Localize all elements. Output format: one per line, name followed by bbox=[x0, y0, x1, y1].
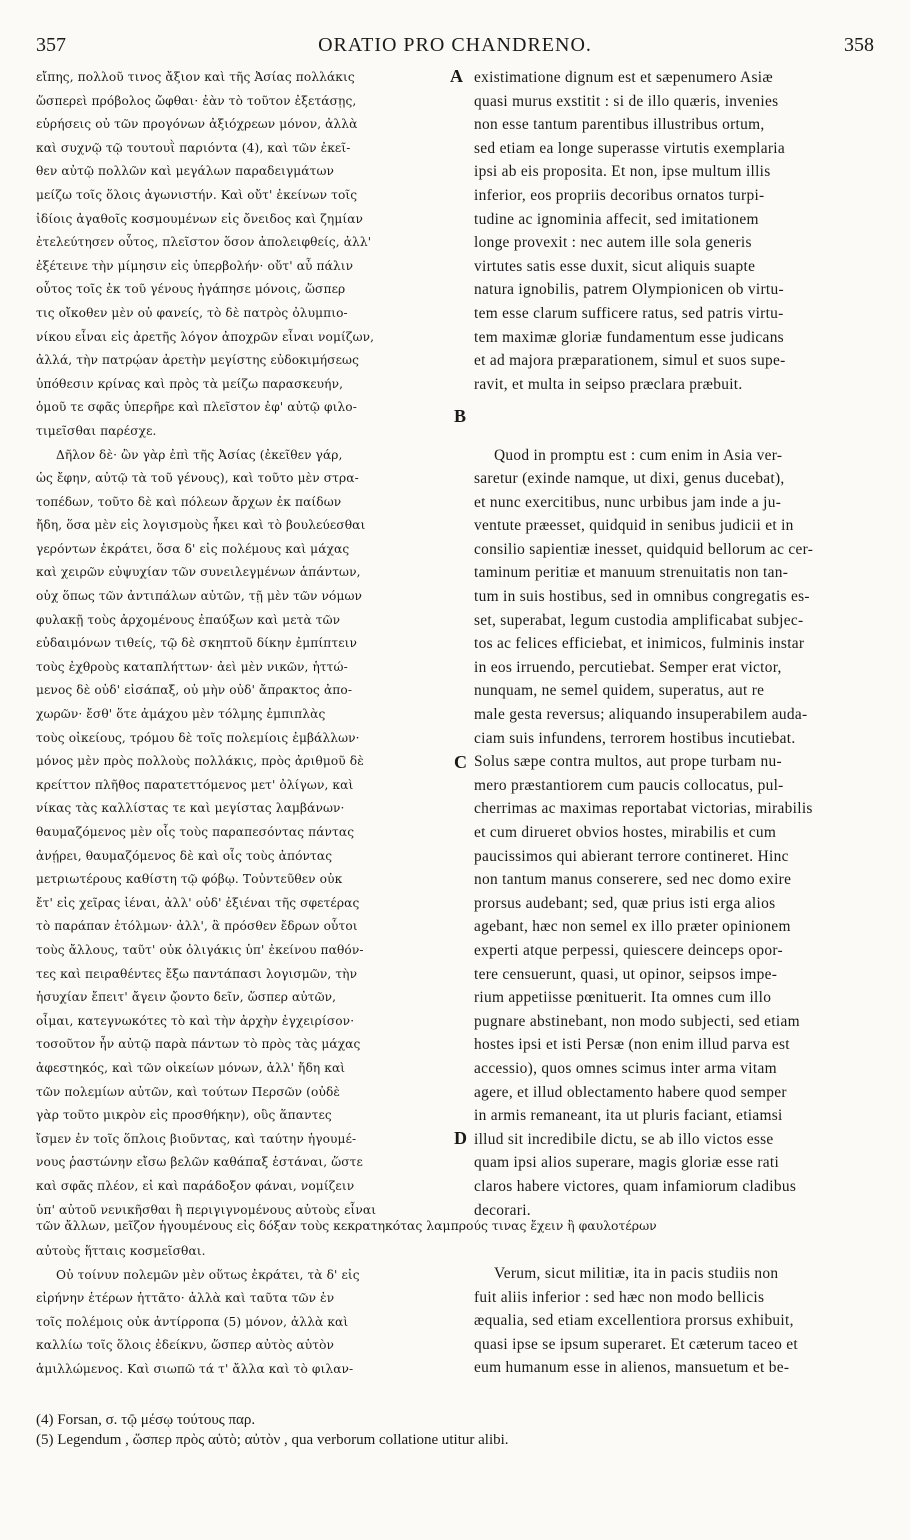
greek-line: εὐδαιμόνων τιθείς, τῷ δὲ σκηπτοῦ δίκην ἐμπίπτειν bbox=[36, 636, 358, 651]
latin-line: fuit aliis inferior : sed hæc non modo bellicis bbox=[474, 1288, 765, 1306]
greek-line: μόνος μὲν πρὸς πολλοὺς πολλάκις, πρὸς ἀριθμοῦ δὲ bbox=[36, 754, 364, 769]
greek-full-width-line bbox=[36, 1214, 876, 1238]
latin-line: tem esse clarum sufficere ratus, sed patris virtu- bbox=[474, 304, 784, 322]
latin-line: non esse tantum parentibus illustribus ortum, bbox=[474, 116, 765, 134]
latin-line: accessio), quos omnes scimus inter arma vitam bbox=[474, 1059, 777, 1077]
margin-marker-c: C bbox=[454, 752, 467, 772]
greek-line: τις οἴκοθεν μὲν οὐ φανείς, τὸ δὲ πατρὸς ὀλυμπιο- bbox=[36, 305, 348, 320]
greek-line: τὸ παράπαν ἐτόλμων· ἀλλ', ἃ πρόσθεν ἔδρων οὗτοι bbox=[36, 919, 358, 934]
greek-line: ἰδίοις ἀγαθοῖς κοσμουμένων εἰς ὄνειδος καὶ ζημίαν bbox=[36, 211, 364, 226]
latin-line: eum humanum esse in alienos, mansuetum et be- bbox=[474, 1359, 790, 1377]
latin-line: experti atque perpessi, quiescere deinceps opor- bbox=[474, 941, 783, 959]
latin-line: illud sit incredibile dictu, se ab illo victos esse bbox=[474, 1130, 774, 1148]
greek-line: νους ῥαστώνην εἴσω βελῶν καθάπαξ ἑστάναι, ὥστε bbox=[36, 1155, 363, 1170]
margin-marker-b: B bbox=[454, 406, 467, 426]
greek-line: τῶν ἄλλων, μεῖζον ἡγουμένους εἰς δόξαν τοὺς κεκρατηκότας λαμπρούς τινας ἔχειν ἢ φαυλοτέρων bbox=[36, 1218, 657, 1233]
latin-line: quasi murus exstitit : si de illo quæris, invenies bbox=[474, 92, 779, 110]
greek-line: ὥσπερεὶ πρόβολος ὤφθαι· ἐὰν τὸ τοῦτον ἐξετάσῃς, bbox=[36, 93, 357, 108]
greek-line: χωρῶν· ἔσθ' ὅτε ἀμάχου μὲν τόλμης ἐμπιπλὰς bbox=[36, 707, 326, 722]
latin-line: natura ignobilis, patrem Olympionicen ob virtu- bbox=[474, 281, 784, 299]
latin-line: agebant, hæc non semel ex illo præter opinionem bbox=[474, 918, 791, 936]
greek-line: καὶ χειρῶν εὐψυχίαν τῶν συνειλεγμένων ἁπάντων, bbox=[36, 565, 361, 580]
margin-marker-a: A bbox=[450, 66, 463, 86]
latin-line: tos ac felices efficiebat, et inimicos, fulminis instar bbox=[474, 635, 805, 653]
greek-line: ὑπόθεσιν κρίνας καὶ πρὸς τὰ μείζω παρασκευήν, bbox=[36, 376, 344, 391]
greek-line: ὁμοῦ τε σφᾶς ὑπερῆρε καὶ πλεῖστον ἐφ' αὐτῷ φιλο- bbox=[36, 400, 357, 415]
latin-line: tem maximæ gloriæ fundamentum esse judicans bbox=[474, 328, 784, 346]
latin-line: claros habere victores, quam infamiorum cladibus bbox=[474, 1177, 797, 1195]
latin-line: prorsus audebant; sed, quæ prius isti erga alios bbox=[474, 894, 776, 912]
greek-line: ἡσυχίαν ἔπειτ' ἄγειν ᾤοντο δεῖν, ὥσπερ αὐτῶν, bbox=[36, 990, 337, 1005]
greek-line: κρείττον πλῆθος παρατεττόμενος μετ' ὀλίγων, καὶ bbox=[36, 777, 354, 792]
greek-line: οὐχ ὅπως τῶν ἀντιπάλων αὐτῶν, τῇ μὲν τῶν νόμων bbox=[36, 589, 363, 604]
latin-line: rium appetiisse pœnituerit. Ita omnes cum illo bbox=[474, 989, 772, 1007]
greek-line: τιμεῖσθαι παρέσχε. bbox=[36, 423, 157, 438]
greek-line: τοπέδων, τοῦτο δὲ καὶ πόλεων ἄρχων ἐκ παίδων bbox=[36, 494, 342, 509]
greek-line: τοὺς οἰκείους, τρόμου δὲ τοῖς πολεμίοις ἐμβάλλων· bbox=[36, 730, 360, 745]
latin-line: hostes ipsi et isti Persæ (non enim illud parva est bbox=[474, 1036, 790, 1054]
latin-line: longe provexit : nec autem ille sola generis bbox=[474, 234, 752, 252]
greek-line: εὑρήσεις οὐ τῶν προγόνων ἀξιόχρεων μόνον, ἀλλὰ bbox=[36, 117, 358, 132]
latin-line: cherrimas ac maximas reportabat victorias, mirabilis bbox=[474, 800, 813, 818]
latin-line: Quod in promptu est : cum enim in Asia ver- bbox=[494, 446, 783, 464]
greek-line: ἔτ' εἰς χεῖρας ἰέναι, ἀλλ' οὐδ' ἐξιέναι τῆς σφετέρας bbox=[36, 895, 360, 910]
page-header bbox=[36, 34, 874, 62]
page-number-right: 358 bbox=[844, 34, 874, 56]
latin-line: quam ipsi alios superare, magis gloriæ esse rati bbox=[474, 1154, 780, 1172]
latin-line: saretur (exinde namque, ut dixi, genus ducebat), bbox=[474, 470, 785, 488]
latin-line: ciam suis infundens, terrorem hostibus incutiebat. bbox=[474, 729, 796, 747]
greek-line: νίκου εἶναι εἰς ἀρετῆς λόγον ἀποχρῶν εἶναι νομίζων, bbox=[36, 329, 375, 344]
latin-line: non tantum manus conserere, sed nec domo exire bbox=[474, 871, 792, 889]
latin-line: virtutes satis esse duxit, sicut aliquis suapte bbox=[474, 257, 756, 275]
greek-line: τοὺς ἐχθροὺς καταπλήττων· ἀεὶ μὲν νικῶν, ἡττώ- bbox=[36, 659, 348, 674]
latin-line: nunquam, ne semel quidem, superatus, aut re bbox=[474, 682, 765, 700]
greek-line: μείζω τοῖς ὅλοις ἀγωνιστήν. Καὶ οὔτ' ἐκείνων τοῖς bbox=[36, 187, 358, 202]
page-number-left: 357 bbox=[36, 34, 66, 56]
latin-line: consilio sapientiæ inesset, quidquid bellorum ac cer- bbox=[474, 540, 814, 558]
latin-line: decorari. bbox=[474, 1201, 531, 1219]
latin-line: ipsi ab eis proposita. Et non, ipse multum illis bbox=[474, 163, 771, 181]
greek-line: φυλακῇ τοὺς ἀρχομένους ἐπαύξων καὶ μετὰ τῶν bbox=[36, 612, 341, 627]
running-title: ORATIO PRO CHANDRENO. bbox=[318, 34, 592, 56]
greek-line: τοσοῦτον ἦν αὐτῷ παρὰ πάντων τὸ πρὸς τὰς μάχας bbox=[36, 1037, 361, 1052]
latin-line: æqualia, sed etiam excellentiora prorsus exhibuit, bbox=[474, 1312, 794, 1330]
latin-line: et ad majora præparationem, simul et suos supe- bbox=[474, 352, 786, 370]
greek-line: Οὐ τοίνυν πολεμῶν μὲν οὕτως ἐκράτει, τὰ δ' εἰς bbox=[56, 1267, 360, 1282]
latin-line: in armis remaneant, ita ut pluris faciant, etiamsi bbox=[474, 1107, 783, 1125]
greek-line: μετριωτέρους καθίστη τῷ φόβῳ. Τοὐντεῦθεν οὐκ bbox=[36, 872, 343, 887]
greek-line: τῶν πολεμίων αὐτῶν, καὶ τούτων Περσῶν (οὐδὲ bbox=[36, 1084, 341, 1099]
greek-line: οὗτος τοῖς ἐκ τοῦ γένους ἠγάπησε μόνοις, ὥσπερ bbox=[36, 282, 346, 297]
greek-line: καλλίω τοῖς ὅλοις ἐδείκνυ, ὥσπερ αὐτὸς αὑτὸν bbox=[36, 1338, 335, 1353]
footnote: (5) Legendum , ὥσπερ πρὸς αὑτὸ; αὐτὸν , qua verborum collatione utitur alibi. bbox=[36, 1432, 509, 1448]
greek-line: ἐτελεύτησεν οὗτος, πλεῖστον ὅσον ἀπολειφθείς, ἀλλ' bbox=[36, 235, 372, 250]
latin-line: set, superabat, legum custodia amplificabat subjec- bbox=[474, 611, 804, 629]
footnote: (4) Forsan, σ. τῷ μέσῳ τούτους παρ. bbox=[36, 1412, 256, 1428]
latin-line: mero præstantiorem cum paucis collocatus, pul- bbox=[474, 776, 784, 794]
latin-line: et cum dirueret obvios hostes, mirabilis et cum bbox=[474, 824, 777, 841]
greek-line: τοῖς πολέμοις οὐκ ἀντίρροπα (5) μόνον, ἀλλὰ καὶ bbox=[36, 1314, 349, 1329]
greek-line: μενος δὲ οὐδ' εἰσάπαξ, οὐ μὴν οὐδ' ἄπρακτος ἀπο- bbox=[36, 683, 353, 698]
greek-line: αὐτοὺς ἥτταις κοσμεῖσθαι. bbox=[36, 1244, 206, 1258]
latin-line: inferior, eos propriis decoribus ornatos turpi- bbox=[474, 186, 765, 204]
greek-line: καὶ συχνῷ τῷ τουτουῒ παριόντα (4), καὶ τῶν ἐκεῖ- bbox=[36, 140, 351, 155]
greek-line: εἰρήνην ἑτέρων ἡττᾶτο· ἀλλὰ καὶ ταῦτα τῶν ἐν bbox=[36, 1291, 335, 1306]
greek-column bbox=[36, 66, 456, 1222]
greek-line: ὡς ἔφην, αὐτῷ τὰ τοῦ γένους), καὶ τοῦτο μὲν στρα- bbox=[36, 471, 359, 486]
latin-line: tere censuerunt, quasi, ut opinor, seipsos impe- bbox=[474, 965, 778, 983]
latin-line: ventute præesset, quidquid in senibus judicii et in bbox=[474, 517, 794, 535]
greek-line: ἤδη, ὅσα μὲν εἰς λογισμοὺς ἧκει καὶ τὸ βουλεύεσθαι bbox=[36, 518, 366, 533]
greek-line: γὰρ τοῦτο μικρὸν εἰς προσθήκην), οὓς ἅπαντες bbox=[36, 1108, 332, 1123]
latin-line: agere, et illud oblectamento habere quod semper bbox=[474, 1083, 787, 1101]
latin-column-tail bbox=[474, 1262, 876, 1380]
greek-line: τες καὶ πειραθέντες ἔξω παντάπασι λογισμῶν, τὴν bbox=[36, 966, 358, 981]
latin-line: taminum peritiæ et manuum strenuitatis non tan- bbox=[474, 564, 789, 582]
latin-line: Solus sæpe contra multos, aut prope turbam nu- bbox=[474, 753, 782, 771]
greek-line: θαυμαζόμενος μὲν οἷς τοὺς παραπεσόντας πάντας bbox=[36, 825, 355, 839]
footnotes bbox=[36, 1410, 876, 1450]
latin-line: quasi ipse se ipsum superaret. Et cæterum taceo et bbox=[474, 1335, 798, 1353]
greek-line: νίκας τὰς καλλίστας τε καὶ μεγίστας λαμβάνων· bbox=[36, 801, 345, 816]
greek-line: τοὺς ἄλλους, ταῦτ' οὐκ ὀλιγάκις ὑπ' ἐκείνου παθόν- bbox=[36, 942, 364, 957]
latin-column bbox=[474, 66, 876, 1222]
greek-line: ὑπ' αὐτοῦ νενικῆσθαι ἢ περιγιγνομένους αὐτοὺς εἶναι bbox=[36, 1202, 377, 1217]
greek-line: ἐξέτεινε τὴν μίμησιν εἰς ὑπερβολήν· οὔτ' αὖ πάλιν bbox=[36, 258, 354, 273]
greek-line: ἁμιλλώμενος. Καὶ σιωπῶ τά τ' ἄλλα καὶ τὸ φιλαν- bbox=[36, 1361, 354, 1376]
greek-line: εἴπης, πολλοῦ τινος ἄξιον καὶ τῆς Ἀσίας πολλάκις bbox=[36, 70, 355, 84]
greek-line: ἀφεστηκός, καὶ τῶν οἰκείων μόνων, ἀλλ' ἤδη καὶ bbox=[36, 1060, 346, 1075]
latin-line: ravit, et multa in seipso præclara præbuit. bbox=[474, 375, 743, 393]
latin-line: paucissimos qui abierant terrore contineret. Hinc bbox=[474, 847, 789, 865]
latin-line: et nunc exercitibus, nunc urbibus jam inde a ju- bbox=[474, 493, 782, 511]
latin-line: tudine ac ignominia affecit, sed imitationem bbox=[474, 210, 759, 228]
greek-column-tail bbox=[36, 1240, 456, 1382]
margin-marker-d: D bbox=[454, 1128, 467, 1148]
latin-line: male gesta reversus; aliquando insuperabilem auda- bbox=[474, 706, 808, 724]
latin-line: existimatione dignum est et sæpenumero Asiæ bbox=[474, 69, 773, 86]
greek-line: Δῆλον δὲ· ὢν γὰρ ἐπὶ τῆς Ἀσίας (ἐκεῖθεν γάρ, bbox=[56, 447, 343, 462]
greek-line: ἀνῄρει, θαυμαζόμενος δὲ καὶ οἷς τοὺς ἀπόντας bbox=[36, 848, 333, 863]
greek-line: γερόντων ἐκράτει, ὅσα δ' εἰς πολέμους καὶ μάχας bbox=[36, 541, 350, 556]
greek-line: οἶμαι, κατεγνωκότες τὸ καὶ τὴν ἀρχὴν ἐγχειρίσον· bbox=[36, 1013, 355, 1028]
latin-line: tum in suis hostibus, sed in omnibus congregatis es- bbox=[474, 588, 810, 606]
greek-line: θεν αὐτῷ πολλῶν καὶ μεγάλων παραδειγμάτων bbox=[36, 164, 335, 179]
greek-line: ἴσμεν ἐν τοῖς ὅπλοις βιοῦντας, καὶ ταύτην ἡγουμέ- bbox=[36, 1131, 357, 1146]
latin-line: pugnare abstinebant, non modo subjecti, sed etiam bbox=[474, 1012, 800, 1030]
latin-line: in eos irruendo, percutiebat. Semper erat victor, bbox=[474, 658, 782, 676]
latin-line: sed etiam ea longe superasse virtutis exemplaria bbox=[474, 139, 785, 157]
greek-line: ἀλλά, τὴν πατρῴαν ἀρετὴν μεγίστης εὐδοκιμήσεως bbox=[36, 353, 359, 368]
latin-line: Verum, sicut militiæ, ita in pacis studiis non bbox=[494, 1265, 779, 1282]
greek-line: καὶ σφᾶς πλέον, εἰ καὶ παράδοξον φάναι, νομίζειν bbox=[36, 1178, 355, 1193]
